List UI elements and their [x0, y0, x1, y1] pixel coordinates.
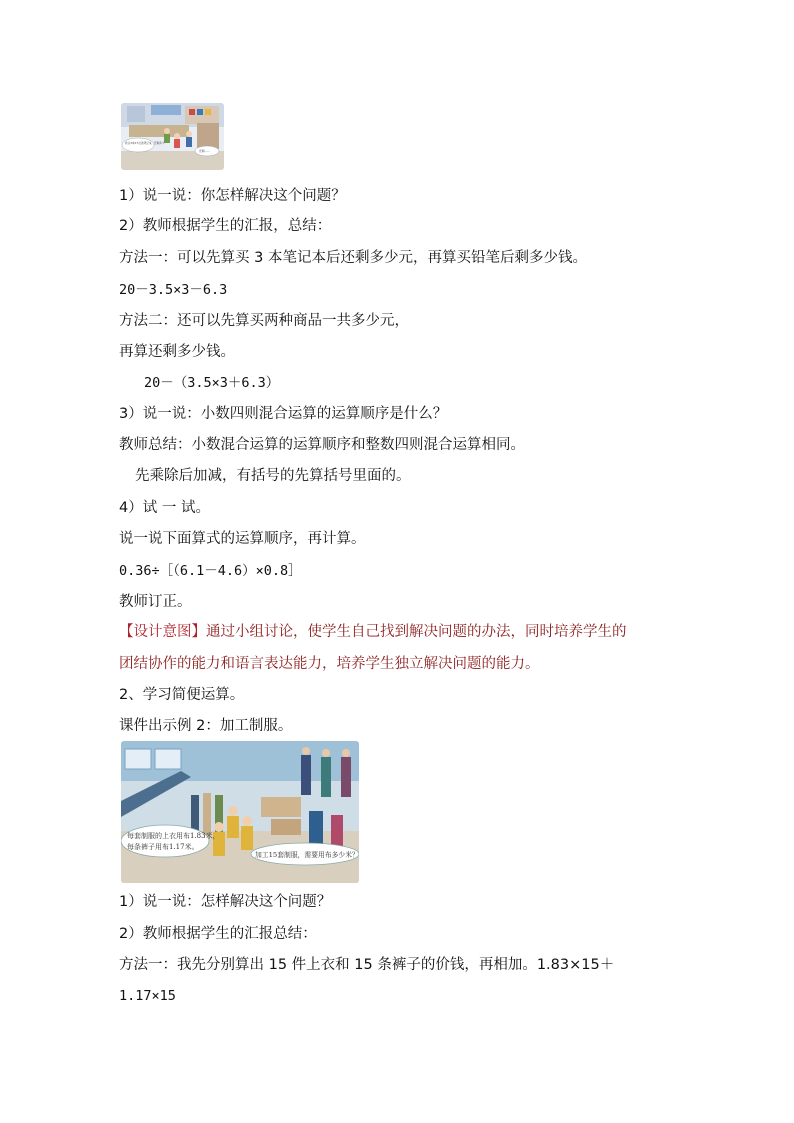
formula-line-1: 20－3.5×3－6.3 — [119, 282, 228, 298]
workshop-bubble-right-text: 加工15套制服，需要用布多少米？ — [255, 851, 359, 859]
design-intent-line-1 — [119, 622, 627, 642]
shop-illustration — [121, 103, 224, 170]
bubble-left-text: 我买3本3.5元的笔记本，还剩多少 — [125, 142, 165, 145]
formula-line-4: 1.17×15 — [119, 988, 176, 1004]
workshop-bubble-left-line-1: 每套制服的上衣用布1.83米， — [127, 832, 220, 840]
text-line-18: 2）教师根据学生的汇报总结： — [119, 926, 317, 942]
formula-line-2: 20－（3.5×3＋6.3） — [144, 375, 280, 391]
design-intent-text-1: 通过小组讨论，使学生自己找到解决问题的办法，同时培养学生的 — [206, 624, 627, 640]
text-line-16: 课件出示例 2：加工制服。 — [119, 718, 293, 734]
text-line-17: 1）说一说：怎样解决这个问题？ — [119, 894, 332, 910]
text-line-5: 方法二：还可以先算买两种商品一共多少元， — [119, 313, 409, 329]
text-line-3: 方法一：可以先算买 3 本笔记本后还剩多少元，再算买铅笔后剩多少钱。 — [119, 250, 587, 266]
design-intent-text-2: 团结协作的能力和语言表达能力，培养学生独立解决问题的能力。 — [119, 656, 540, 672]
text-line-2: 2）教师根据学生的汇报，总结： — [119, 218, 332, 234]
text-line-12: 说一说下面算式的运算顺序，再计算。 — [119, 531, 366, 547]
text-line-14: 教师订正。 — [119, 594, 192, 610]
text-line-11: 4）试 一 试。 — [119, 500, 210, 516]
text-line-19: 方法一：我先分别算出 15 件上衣和 15 条裤子的价钱，再相加。1.83×15＋ — [119, 957, 615, 973]
text-line-1: 1）说一说：你怎样解决这个问题？ — [119, 188, 346, 204]
text-line-8: 3）说一说：小数四则混合运算的运算顺序是什么？ — [119, 406, 448, 422]
workshop-illustration — [121, 741, 359, 883]
formula-line-3: 0.36÷［（6.1－4.6）×0.8］ — [119, 563, 302, 579]
text-line-10: 先乘除后加减，有括号的先算括号里面的。 — [135, 468, 411, 484]
text-line-9: 教师总结：小数混合运算的运算顺序和整数四则混合运算相同。 — [119, 437, 525, 453]
shop-scene-image — [121, 103, 224, 170]
text-line-6: 再算还剩多少钱。 — [119, 344, 235, 360]
bubble-right-text: 还剩…… — [199, 149, 211, 153]
text-line-15: 2、学习简便运算。 — [119, 687, 245, 703]
workshop-bubble-left-line-2: 每条裤子用布1.17米。 — [127, 843, 199, 851]
design-intent-tag: 【设计意图】 — [119, 624, 206, 640]
workshop-scene-image — [121, 741, 359, 883]
